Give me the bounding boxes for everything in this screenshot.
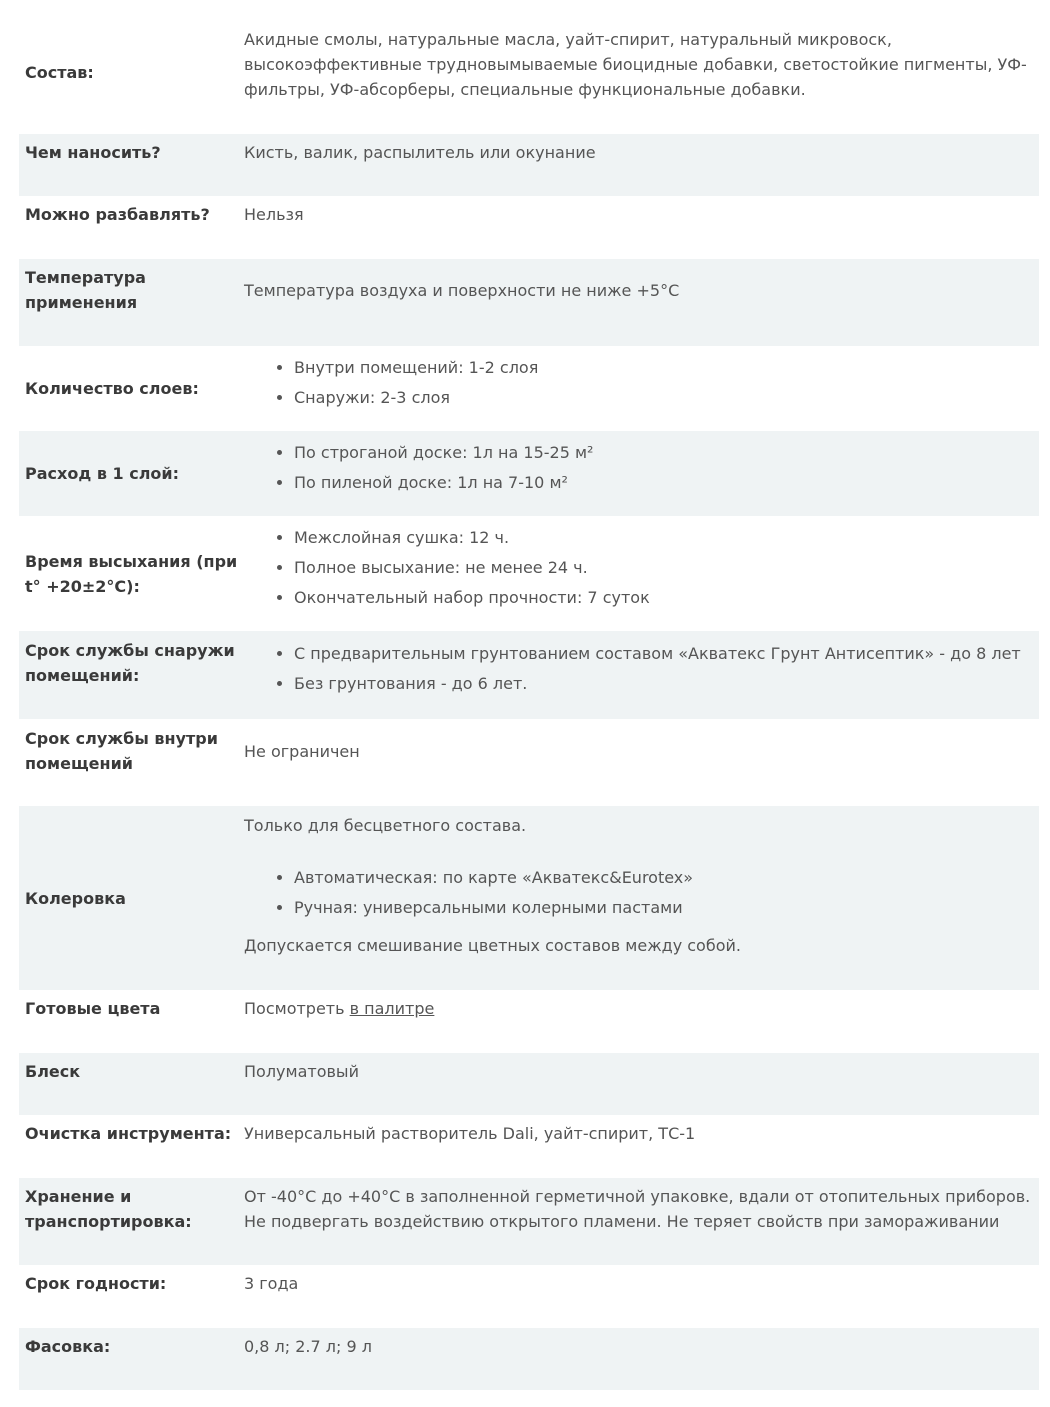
row-text: 3 года — [244, 1274, 299, 1293]
palette-link[interactable]: в палитре — [349, 999, 435, 1018]
list-item: • Внутри помещений: 1-2 слоя — [294, 353, 1039, 383]
table-row — [19, 1053, 1039, 1115]
row-value — [244, 259, 1039, 346]
row-value — [244, 431, 1039, 516]
row-text: Температура воздуха и поверхности не ниже +5°С — [244, 281, 680, 300]
row-label: Время высыхания (при t° +20±2°С): — [25, 551, 238, 596]
list-item: • Снаружи: 2-3 слоя — [294, 383, 1039, 413]
list-item: • Ручная: универсальными колерными пастами — [294, 893, 1039, 923]
row-value — [244, 990, 1039, 1053]
bullet-list — [244, 353, 1039, 413]
row-text — [244, 996, 1039, 1021]
row-label: Хранение и транспортировка: — [25, 1187, 192, 1231]
row-label: Чем наносить? — [25, 143, 161, 162]
row-text-prefix: Посмотреть — [244, 999, 350, 1018]
row-label: Количество слоев: — [25, 379, 199, 398]
list-item: • С предварительным грунтованием составом «Акватекс Грунт Антисептик» - до 8 лет — [294, 639, 1039, 669]
row-label: Блеск — [25, 1062, 81, 1081]
list-item: • Полное высыхание: не менее 24 ч. — [294, 553, 1039, 583]
bullet-list — [244, 863, 1039, 923]
list-item: • Автоматическая: по карте «Акватекс&Eurotex» — [294, 863, 1039, 893]
row-label: Расход в 1 слой: — [25, 464, 180, 483]
list-item: • По пиленой доске: 1л на 7-10 м² — [294, 468, 1039, 498]
table-row — [19, 719, 1039, 806]
row-text: Акидные смолы, натуральные масла, уайт-спирит, натуральный микровоск, высокоэффективные трудновымываемые биоцидные добавки, светостойкие пигменты, УФ-фильтры, УФ-абсорберы, специальные функциональные добавки. — [244, 30, 1027, 99]
row-value — [244, 346, 1039, 431]
row-label: Температура применения — [25, 268, 146, 312]
row-value — [244, 10, 1039, 134]
row-value — [244, 1328, 1039, 1390]
table-row — [19, 259, 1039, 346]
list-item: • Межслойная сушка: 12 ч. — [294, 523, 1039, 553]
table-row — [19, 346, 1039, 431]
bullet-list — [244, 438, 1039, 498]
spec-table — [19, 10, 1039, 1390]
table-row — [19, 990, 1039, 1053]
row-value — [244, 719, 1039, 806]
list-item: • По строганой доске: 1л на 15-25 м² — [294, 438, 1039, 468]
row-value — [244, 1053, 1039, 1115]
row-value — [244, 806, 1039, 990]
bullet-list — [244, 523, 1039, 613]
row-label: Срок службы внутри помещений — [25, 729, 218, 773]
list-item: • Окончательный набор прочности: 7 суток — [294, 583, 1039, 613]
row-text: Только для бесцветного состава. — [244, 816, 527, 835]
row-value — [244, 631, 1039, 719]
table-row — [19, 1178, 1039, 1265]
row-value — [244, 1115, 1039, 1178]
row-value — [244, 1178, 1039, 1265]
list-item: • Без грунтования - до 6 лет. — [294, 669, 1039, 699]
row-label: Очистка инструмента: — [25, 1124, 232, 1143]
table-row — [19, 134, 1039, 196]
table-row — [19, 431, 1039, 516]
row-label: Можно разбавлять? — [25, 205, 210, 224]
table-row — [19, 196, 1039, 259]
row-text: Допускается смешивание цветных составов между собой. — [244, 936, 741, 955]
table-row — [19, 1115, 1039, 1178]
table-row — [19, 631, 1039, 719]
table-row — [19, 1265, 1039, 1328]
table-row — [19, 1328, 1039, 1390]
row-label: Срок службы снаружи помещений: — [25, 641, 235, 685]
row-text: Нельзя — [244, 205, 304, 224]
row-text: 0,8 л; 2.7 л; 9 л — [244, 1337, 372, 1356]
row-text: От -40°С до +40°С в заполненной герметичной упаковке, вдали от отопительных приборов. Не подвергать воздействию открытого пламени. Не теряет свойств при замораживании — [244, 1187, 1031, 1231]
row-label: Срок годности: — [25, 1274, 167, 1293]
row-label: Колеровка — [25, 888, 126, 908]
row-label: Состав: — [25, 62, 94, 82]
row-value — [244, 1265, 1039, 1328]
row-label: Фасовка: — [25, 1337, 111, 1356]
row-value — [244, 516, 1039, 631]
row-value — [244, 134, 1039, 196]
row-text: Не ограничен — [244, 742, 360, 761]
bullet-list — [244, 639, 1039, 699]
row-text: Универсальный растворитель Dali, уайт-спирит, ТС-1 — [244, 1124, 696, 1143]
table-row — [19, 10, 1039, 134]
row-text: Полуматовый — [244, 1062, 359, 1081]
table-row — [19, 516, 1039, 631]
table-row — [19, 806, 1039, 990]
row-label: Готовые цвета — [25, 999, 161, 1018]
row-text: Кисть, валик, распылитель или окунание — [244, 143, 596, 162]
row-value — [244, 196, 1039, 259]
